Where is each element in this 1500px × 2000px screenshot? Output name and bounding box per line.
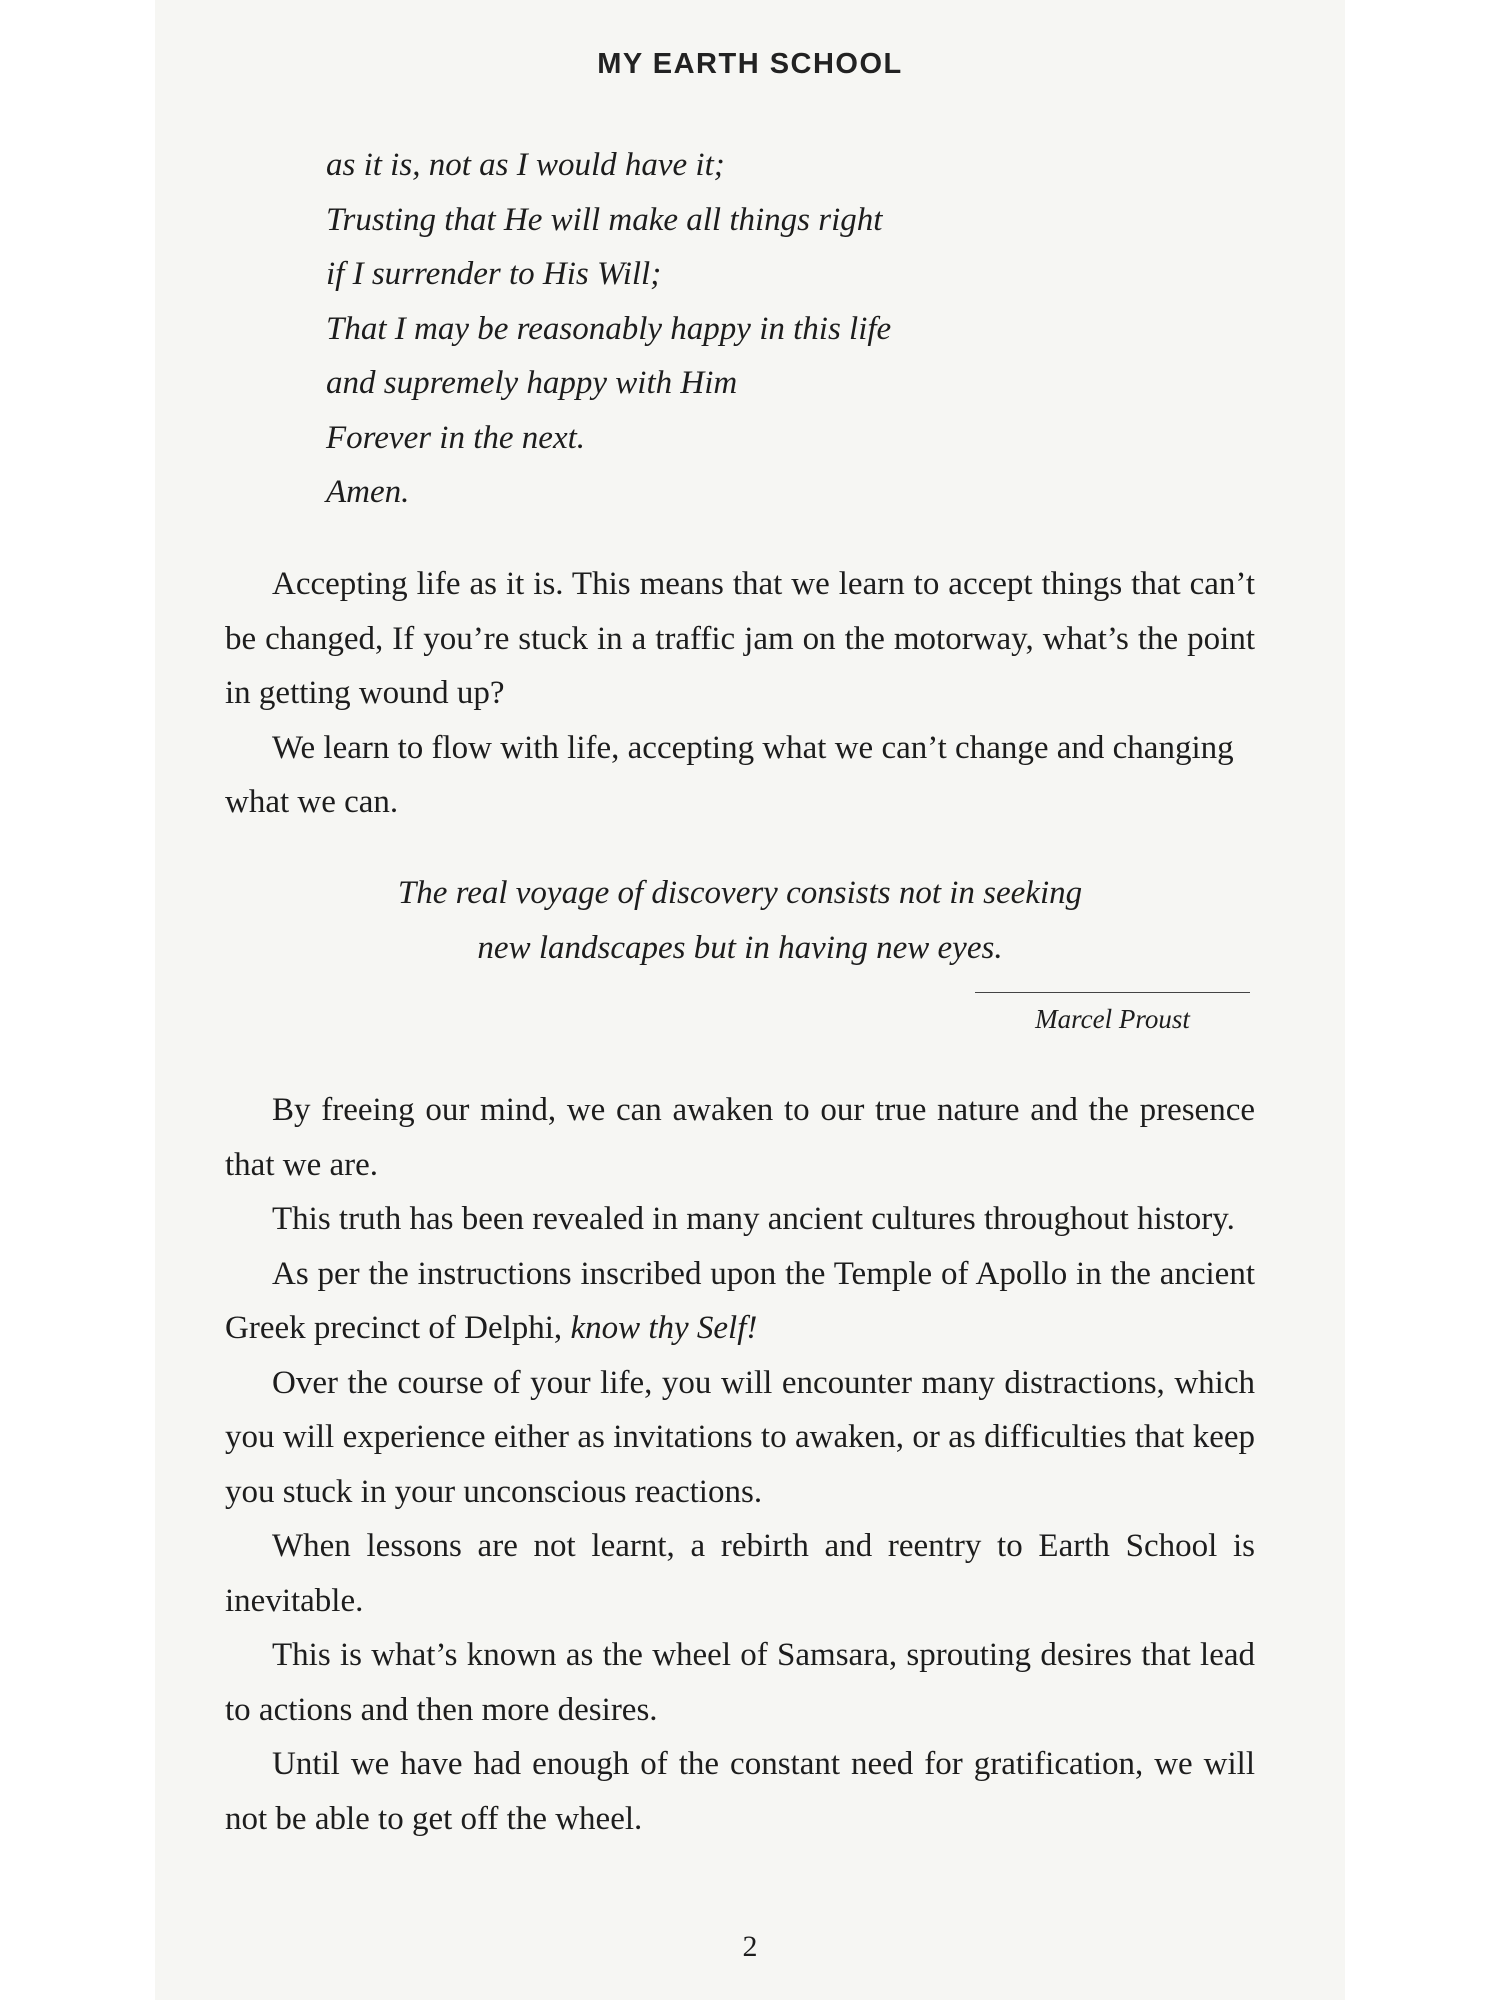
book-page <box>155 0 1345 2000</box>
quote-line: new landscapes but in having new eyes. <box>477 929 1003 966</box>
paragraph: By freeing our mind, we can awaken to our true nature and the presence that we are. <box>225 1092 1255 1183</box>
poem-line: Amen. <box>326 474 410 510</box>
paragraph: Until we have had enough of the constant need for gratification, we will not be able to get off the wheel. <box>225 1746 1255 1837</box>
body-text-bottom <box>225 1083 1255 1846</box>
body-text-top <box>225 557 1255 830</box>
poem-line: as it is, not as I would have it; <box>326 147 725 183</box>
paragraph: We learn to flow with life, accepting what we can’t change and changing what we can. <box>225 729 1234 820</box>
poem-line: Forever in the next. <box>326 419 586 456</box>
page-number: 2 <box>742 1930 758 1963</box>
poem-line: and supremely happy with Him <box>326 365 738 401</box>
running-header: MY EARTH SCHOOL <box>597 48 903 80</box>
attribution-rule <box>975 992 1250 993</box>
paragraph: This truth has been revealed in many ancient cultures throughout history. <box>272 1201 1235 1237</box>
italic-phrase: know thy Self! <box>570 1310 758 1346</box>
poem-line: if I surrender to His Will; <box>326 256 662 292</box>
paragraph: Accepting life as it is. This means that we learn to accept things that can’t be changed, If you’re stuck in a traffic jam on the motorway, what’s the point in getting wound up? <box>225 566 1255 711</box>
quote-attribution: Marcel Proust <box>1035 1004 1190 1034</box>
poem-line: That I may be reasonably happy in this life <box>326 310 892 347</box>
epigraph-quote <box>225 866 1255 975</box>
paragraph <box>225 1247 1255 1356</box>
prayer-poem <box>326 138 891 520</box>
quote-line: The real voyage of discovery consists not in seeking <box>397 875 1083 911</box>
poem-line: Trusting that He will make all things right <box>326 201 883 238</box>
paragraph: When lessons are not learnt, a rebirth and reentry to Earth School is inevitable. <box>225 1528 1255 1619</box>
paragraph: This is what’s known as the wheel of Samsara, sprouting desires that lead to actions and then more desires. <box>225 1637 1255 1728</box>
paragraph: Over the course of your life, you will encounter many distractions, which you will experience either as invitations to awaken, or as difficulties that keep you stuck in your unconscious reactions. <box>225 1364 1255 1510</box>
paragraph-text: As per the instructions inscribed upon the Temple of Apollo in the ancient Greek precinct of Delphi, <box>225 1255 1255 1346</box>
